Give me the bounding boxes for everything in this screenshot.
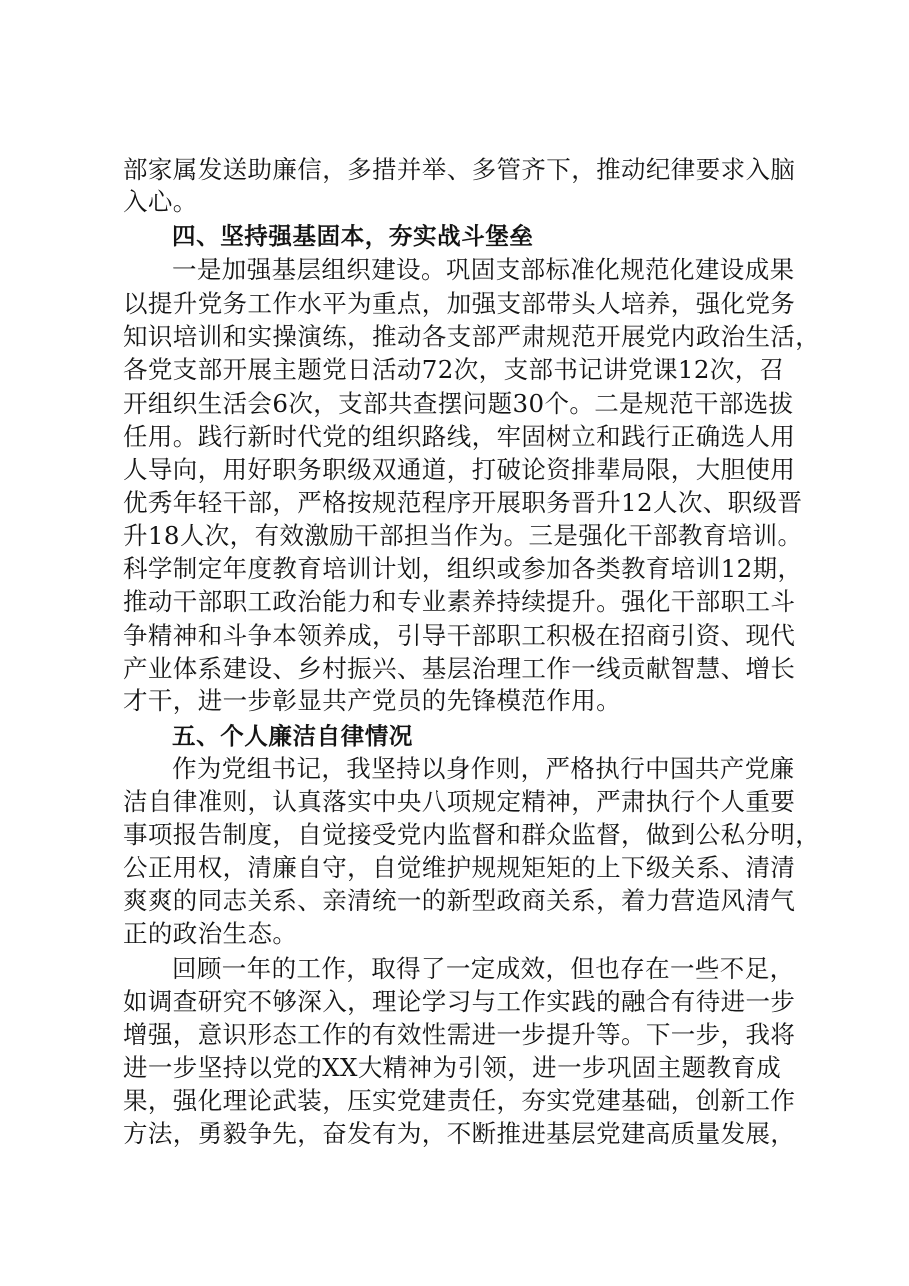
paragraph-first-line: 一是加强基层组织建设。巩固支部标准化规范化建设成果: [172, 255, 795, 284]
body-text-line: 升18人次，有效激励干部担当作为。三是强化干部教育培训。: [123, 521, 803, 550]
body-text-line: 才干，进一步彰显共产党员的先锋模范作用。: [123, 686, 621, 715]
body-text-line: 人导向，用好职务职级双通道，打破论资排辈局限，大胆使用: [123, 455, 796, 484]
body-text-line: 入心。: [123, 187, 198, 216]
body-text-line: 争精神和斗争本领养成，引导干部职工积极在招商引资、现代: [123, 621, 796, 650]
section-heading-4: 四、坚持强基固本，夯实战斗堡垒: [172, 222, 534, 250]
body-text-line: 事项报告制度，自觉接受党内监督和群众监督，做到公私分明，: [123, 820, 821, 849]
paragraph-first-line: 作为党组书记，我坚持以身作则，严格执行中国共产党廉: [172, 754, 795, 783]
body-text-line: 各党支部开展主题党日活动72次，支部书记讲党课12次，召: [123, 355, 785, 384]
body-text-line: 爽爽的同志关系、亲清统一的新型政商关系，着力营造风清气: [123, 886, 796, 915]
body-text-line: 产业体系建设、乡村振兴、基层治理工作一线贡献智慧、增长: [123, 654, 796, 683]
body-text-line: 洁自律准则，认真落实中央八项规定精神，严肃执行个人重要: [123, 787, 796, 816]
body-text-line: 任用。践行新时代党的组织路线，牢固树立和践行正确选人用: [123, 422, 796, 451]
body-text-line: 科学制定年度教育培训计划，组织或参加各类教育培训12期，: [123, 554, 803, 583]
body-text-line: 优秀年轻干部，严格按规范程序开展职务晋升12人次、职级晋: [123, 488, 803, 517]
body-text-line: 部家属发送助廉信，多措并举、多管齐下，推动纪律要求入脑: [123, 155, 796, 184]
body-text-line: 开组织生活会6次，支部共查摆问题30个。二是规范干部选拔: [123, 389, 794, 418]
body-text-line: 方法，勇毅争先，奋发有为，不断推进基层党建高质量发展，: [123, 1119, 796, 1148]
body-text-line: 增强，意识形态工作的有效性需进一步提升等。下一步，我将: [123, 1020, 796, 1049]
body-text-line: 公正用权，清廉自守，自觉维护规规矩矩的上下级关系、清清: [123, 853, 796, 882]
body-text-line: 以提升党务工作水平为重点，加强支部带头人培养，强化党务: [123, 289, 796, 318]
body-text-line: 如调查研究不够深入，理论学习与工作实践的融合有待进一步: [123, 987, 796, 1016]
body-text-line: 知识培训和实操演练，推动各支部严肃规范开展党内政治生活，: [123, 322, 821, 351]
section-heading-5: 五、个人廉洁自律情况: [172, 722, 413, 750]
body-text-line: 推动干部职工政治能力和专业素养持续提升。强化干部职工斗: [123, 587, 796, 616]
body-text-line: 果，强化理论武装，压实党建责任，夯实党建基础，创新工作: [123, 1086, 796, 1115]
body-text-line: 正的政治生态。: [123, 919, 298, 948]
paragraph-first-line: 回顾一年的工作，取得了一定成效，但也存在一些不足，: [172, 954, 795, 983]
body-text-line: 进一步坚持以党的XX大精神为引领，进一步巩固主题教育成: [123, 1053, 782, 1082]
